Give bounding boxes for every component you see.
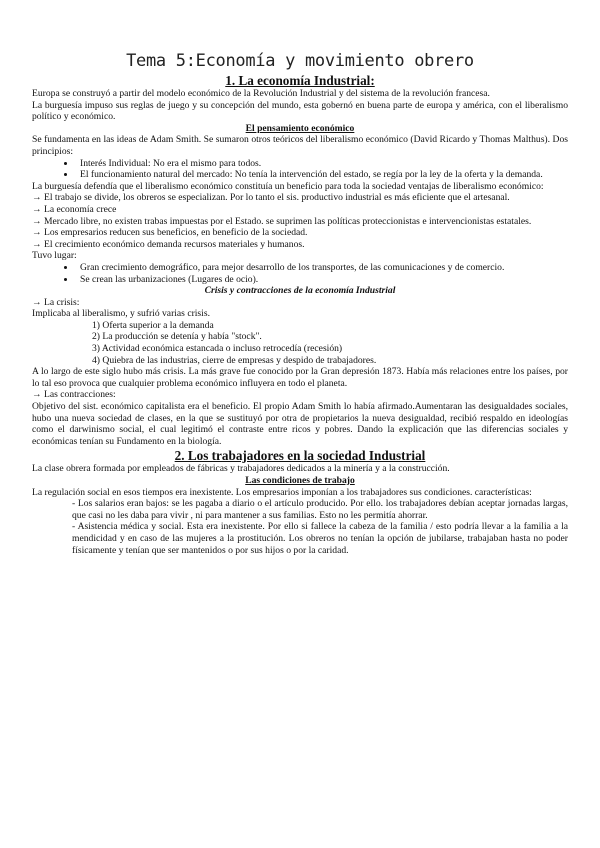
arrow-item: → La economía crece [32, 203, 117, 215]
paragraph: La burguesía defendía que el liberalismo económico constituía un beneficio para toda la sociedad ventajas de liberalismo económico: [32, 180, 544, 192]
paragraph: A lo largo de este siglo hubo más crisis. La más grave fue conocido por la Gran depresión 1873. Había más relaciones entre los países, por lo tal eso provoca que cualquier problema económico influyera en todo el planeta. [32, 366, 568, 389]
arrow-item: → Los empresarios reducen sus beneficios, en beneficio de la sociedad. [32, 227, 308, 239]
paragraph: La clase obrera formada por empleados de fábricas y trabajadores dedicados a la minería y a la construcción. [32, 463, 450, 475]
list-item: • Interés Individual: No era el mismo para todos. [76, 158, 568, 170]
arrow-item: → Mercado libre, no existen trabas impuestas por el Estado. se suprimen las políticas proteccionistas e intervencionistas estatales. [32, 215, 532, 227]
paragraph: Objetivo del sist. económico capitalista era el beneficio. El propio Adam Smith lo había afirmado.Aumentaran las desigualdades sociales, hubo una nueva sociedad de clases, en la que se sustituyó por otra de propietarios la nueva desigualdad, recibió respaldo en ideologías como el darwinismo social, el cual legitimó el contraste entre ricos y pobres. Dando la explicación que las diferencias sociales y económicas tenían su Fundamento en la biología. [32, 401, 568, 447]
list-item: 1) Oferta superior a la demanda [92, 319, 214, 331]
principles-list [32, 158, 568, 181]
paragraph: Se fundamenta en las ideas de Adam Smith. Se sumaron otros teóricos del liberalismo económico (David Ricardo y Thomas Malthus). Dos principios: [32, 134, 568, 157]
paragraph: Implicaba al liberalismo, y sufrió varias crisis. [32, 308, 210, 320]
list-item: 3) Actividad económica estancada o incluso retrocedía (recesión) [92, 343, 343, 355]
list-item: 2) La producción se detenía y había "stock". [92, 331, 262, 343]
subheading-condiciones: Las condiciones de trabajo [245, 475, 355, 486]
subheading-pensamiento: El pensamiento económico [245, 122, 355, 134]
paragraph: Europa se construyó a partir del modelo económico de la Revolución Industrial y del sistema de la revolución francesa. [32, 88, 490, 99]
list-item: - Asistencia médica y social. Esta era inexistente. Por ello si fallece la cabeza de la familia / esto podría llevar a la familia a la mendicidad y en caso de las mujeres a la prostitución. Los obreros no tenían la opción de jubilarse, trabajaban hasta no poder físicamente y tenían que ser mantenidos o por sus hijos o por la caridad. [72, 521, 568, 556]
list-item: • Gran crecimiento demográfico, para mejor desarrollo de los transportes, de las comunicaciones y de comercio. [76, 262, 568, 274]
paragraph: La regulación social en esos tiempos era inexistente. Los empresarios imponían a los trabajadores sus condiciones. características: [32, 486, 532, 498]
arrow-item: → El crecimiento económico demanda recursos materiales y humanos. [32, 238, 305, 250]
arrow-item: → El trabajo se divide, los obreros se especializan. Por lo tanto el sis. productivo industrial es más eficiente que el artesanal. [32, 192, 510, 204]
arrow-label: → La crisis: [32, 296, 80, 308]
list-item: • Se crean las urbanizaciones (Lugares de ocio). [76, 274, 568, 286]
paragraph: Tuvo lugar: [32, 250, 77, 262]
section-2-heading: 2. Los trabajadores en la sociedad Industrial [174, 448, 426, 464]
subheading-crisis: Crisis y contracciones de la economía Industrial [204, 285, 396, 297]
list-item: - Los salarios eran bajos: se les pagaba a diario o el artículo producido. Por ello. los trabajadores debían aceptar jornadas largas, que casi no les daba para vivir , ni para mantener a sus familias. Esto no les permitía ahorrar. [72, 498, 568, 521]
document-page [32, 50, 568, 556]
tuvo-lugar-list [32, 262, 568, 285]
list-item: 4) Quiebra de las industrias, cierre de empresas y despido de trabajadores. [92, 354, 377, 366]
list-item: • El funcionamiento natural del mercado: No tenía la intervención del estado, se regía por la ley de la oferta y la demanda. [76, 169, 568, 181]
section-1-heading: 1. La economía Industrial: [225, 73, 375, 88]
crisis-list [32, 320, 568, 366]
characteristics-list [32, 498, 568, 556]
paragraph: La burguesía impuso sus reglas de juego y su concepción del mundo, esta gobernó en buena parte de europa y américa, con el liberalismo político y económico. [32, 99, 568, 123]
arrow-label: → Las contracciones: [32, 389, 116, 401]
document-title: Tema 5:Economía y movimiento obrero [126, 51, 474, 71]
